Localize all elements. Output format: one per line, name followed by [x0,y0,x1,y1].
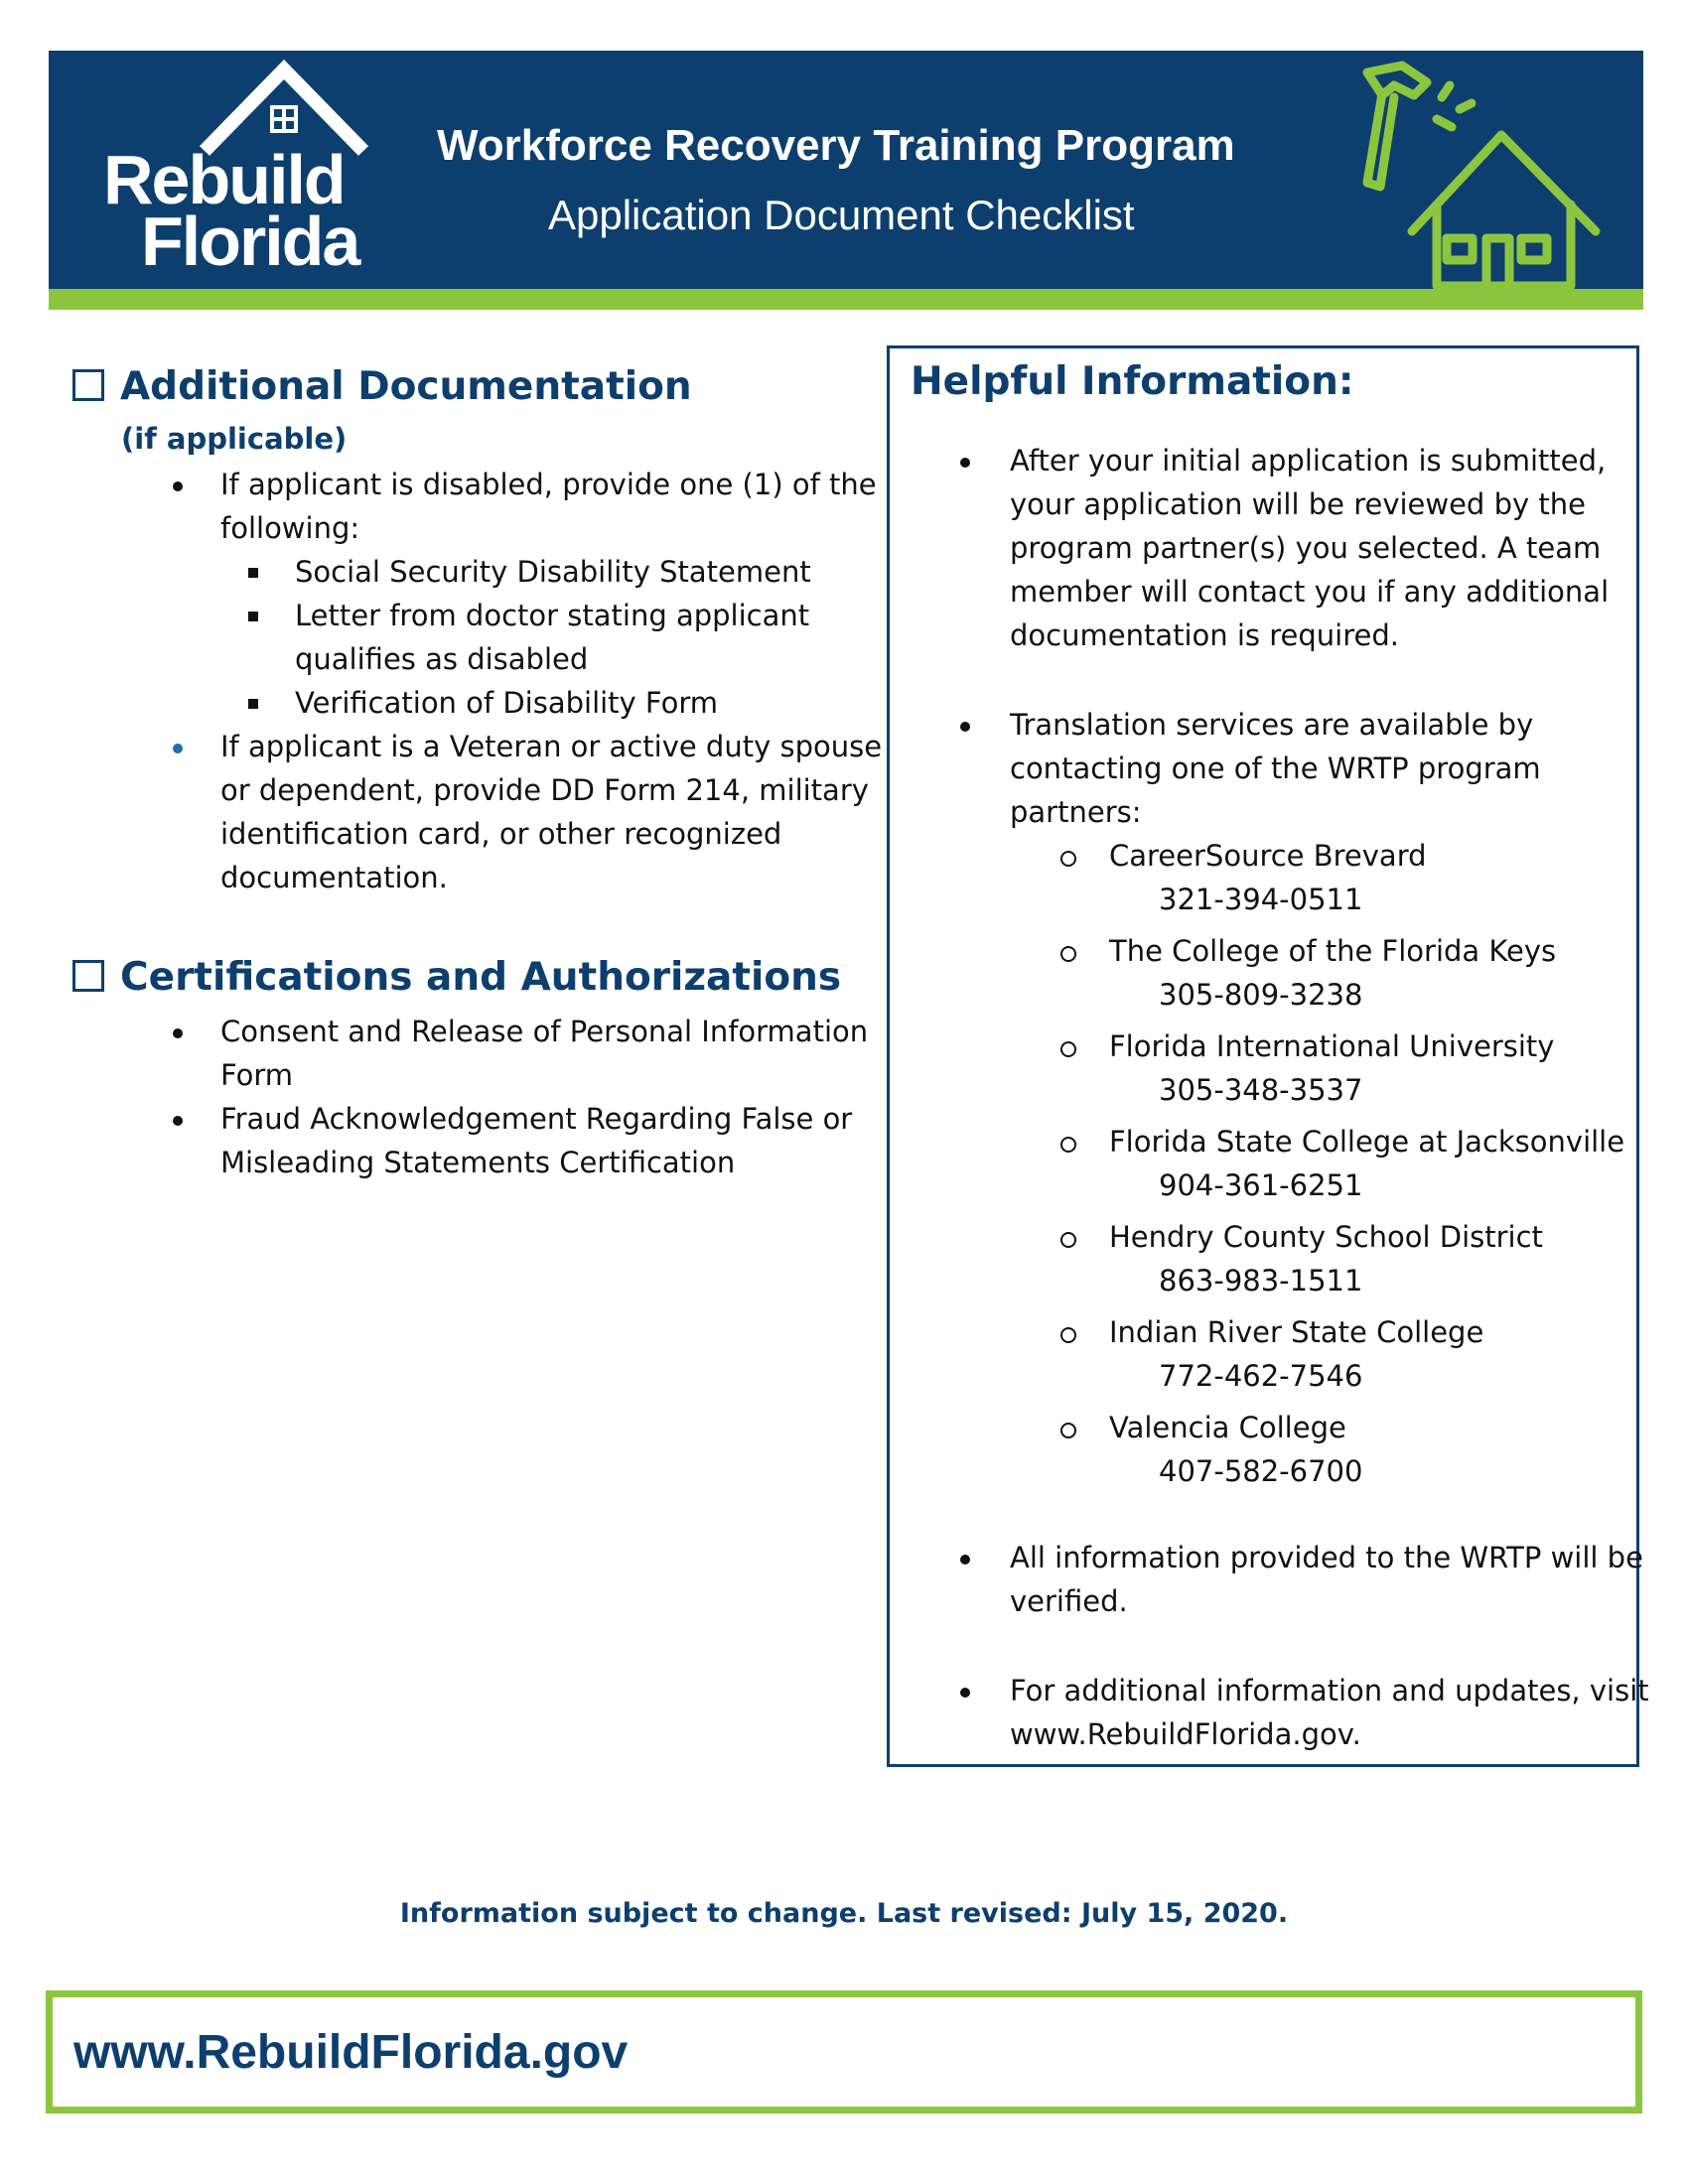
list-item-line: Form [220,1058,294,1092]
paragraph-line: your application will be reviewed by the [1010,487,1586,521]
partner-name: Indian River State College [1109,1315,1484,1349]
checkbox-icon[interactable] [72,960,104,992]
bullet-icon [173,481,183,491]
square-bullet-icon [248,568,258,578]
circle-bullet-icon [1060,1423,1076,1438]
list-item [220,1010,868,1097]
circle-bullet-icon [1060,1041,1076,1057]
partner-phone: 305-348-3537 [1159,1073,1363,1107]
paragraph-line: contacting one of the WRTP program [1010,751,1541,785]
info-paragraph [1010,703,1541,834]
bullet-icon [960,1688,970,1698]
circle-bullet-icon [1060,1232,1076,1248]
partner-item [1109,1310,1483,1398]
paragraph-line: member will contact you if any additional [1010,575,1610,609]
list-item-line: If applicant is a Veteran or active duty spouse [220,730,883,763]
info-paragraph [1010,439,1609,657]
list-item [220,725,882,899]
list-item-line: documentation. [220,861,448,894]
if-applicable-label: (if applicable) [121,422,348,456]
circle-bullet-icon [1060,1137,1076,1153]
list-item-line: If applicant is disabled, provide one (1) of the [220,468,877,501]
website-link[interactable]: www.RebuildFlorida.gov. [1010,1717,1361,1751]
info-paragraph [1010,1669,1649,1756]
logo-line-1: Rebuild [103,141,345,218]
bullet-icon [173,1116,183,1126]
partner-item [1109,1024,1554,1112]
partner-item [1109,1120,1624,1207]
info-paragraph [1010,1536,1643,1623]
paragraph-line: verified. [1010,1584,1128,1618]
bullet-icon [960,722,970,732]
sub-list-item [295,594,809,681]
sub-list-item: Verification of Disability Form [295,686,718,720]
certifications-heading: Certifications and Authorizations [72,955,841,1000]
logo-line-2: Florida [141,203,359,280]
partner-name: Valencia College [1109,1411,1346,1444]
partner-name: Florida International University [1109,1029,1555,1063]
partner-phone: 321-394-0511 [1159,883,1363,916]
page-title: Workforce Recovery Training Program [437,121,1235,170]
list-item-line: following: [220,511,360,545]
circle-bullet-icon [1060,946,1076,962]
list-item-line: identification card, or other recognized [220,817,782,851]
partner-item [1109,834,1427,921]
circle-bullet-icon [1060,851,1076,867]
checkbox-icon[interactable] [72,369,104,401]
partner-phone: 305-809-3238 [1159,978,1363,1012]
partner-name: Hendry County School District [1109,1220,1543,1254]
partner-name: Florida State College at Jacksonville [1109,1125,1625,1159]
helpful-information-heading: Helpful Information: [911,359,1354,404]
bullet-icon [960,1555,970,1565]
partner-phone: 904-361-6251 [1159,1168,1363,1202]
partner-name: CareerSource Brevard [1109,839,1427,873]
logo [103,141,359,280]
paragraph-line: documentation is required. [1010,618,1399,652]
partner-phone: 863-983-1511 [1159,1264,1363,1297]
list-item [220,1097,852,1184]
circle-bullet-icon [1060,1327,1076,1343]
partner-item [1109,929,1556,1017]
square-bullet-icon [248,612,258,621]
bullet-icon [173,744,183,753]
paragraph-line: partners: [1010,795,1142,829]
partner-phone: 772-462-7546 [1159,1359,1363,1393]
paragraph-line: For additional information and updates, visit [1010,1674,1649,1707]
square-bullet-icon [248,699,258,709]
list-item-line: Consent and Release of Personal Information [220,1015,869,1048]
paragraph-line: After your initial application is submitted, [1010,444,1607,478]
page-subtitle: Application Document Checklist [548,192,1135,238]
list-item-line: Letter from doctor stating applicant [295,599,810,632]
house-hammer-icon [1342,58,1620,296]
list-item-line: or dependent, provide DD Form 214, military [220,773,869,807]
partner-phone: 407-582-6700 [1159,1454,1363,1488]
revision-note: Information subject to change. Last revised: July 15, 2020. [399,1898,1289,1929]
list-item-line: qualifies as disabled [295,642,589,676]
partner-item [1109,1406,1362,1493]
paragraph-line: All information provided to the WRTP will be [1010,1541,1643,1574]
list-item-line: Fraud Acknowledgement Regarding False or [220,1102,853,1136]
partner-item [1109,1215,1543,1302]
bullet-icon [173,1028,183,1038]
footer-website-link[interactable]: www.RebuildFlorida.gov [73,2026,629,2079]
paragraph-line: program partner(s) you selected. A team [1010,531,1602,565]
list-item-line: Misleading Statements Certification [220,1146,736,1179]
sub-list-item: Social Security Disability Statement [295,555,811,589]
bullet-icon [960,458,970,468]
list-item [220,463,877,550]
paragraph-line: Translation services are available by [1010,708,1534,742]
partner-name: The College of the Florida Keys [1109,934,1557,968]
additional-documentation-heading: Additional Documentation [72,364,692,409]
